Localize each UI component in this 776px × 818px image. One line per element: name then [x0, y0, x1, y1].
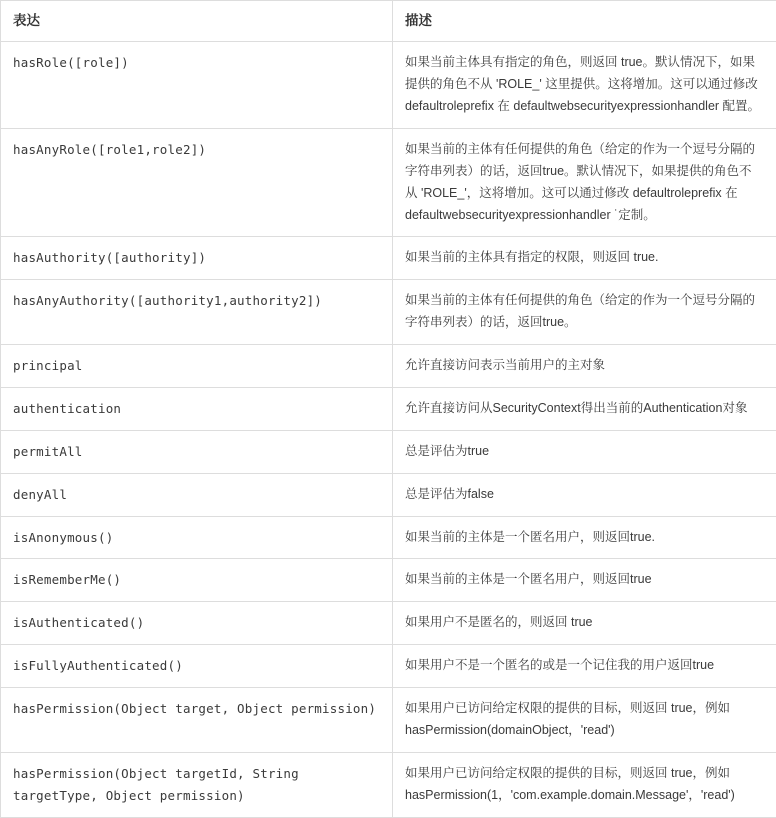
cell-expression: isRememberMe() [1, 559, 393, 602]
table-body [1, 42, 776, 817]
column-header-expression: 表达 [1, 1, 393, 42]
table-row [1, 237, 776, 280]
cell-expression: hasAnyAuthority([authority1,authority2]) [1, 280, 393, 345]
table-row [1, 516, 776, 559]
cell-description: 允许直接访问从SecurityContext得出当前的Authentication对象 [393, 387, 776, 430]
cell-description: 如果当前的主体有任何提供的角色（给定的作为一个逗号分隔的字符串列表）的话，返回true。 [393, 280, 776, 345]
cell-description: 如果当前的主体是一个匿名用户，则返回true [393, 559, 776, 602]
cell-description: 总是评估为true [393, 430, 776, 473]
cell-expression: isAuthenticated() [1, 602, 393, 645]
cell-expression: isAnonymous() [1, 516, 393, 559]
cell-expression: hasAuthority([authority]) [1, 237, 393, 280]
cell-description: 如果当前的主体具有指定的权限，则返回 true. [393, 237, 776, 280]
cell-description: 总是评估为false [393, 473, 776, 516]
cell-expression: hasRole([role]) [1, 42, 393, 129]
table-row [1, 42, 776, 129]
cell-description: 如果用户已访问给定权限的提供的目标，则返回 true，例如 hasPermission(1，'com.example.domain.Message'，'read') [393, 752, 776, 817]
table-row [1, 645, 776, 688]
cell-expression: authentication [1, 387, 393, 430]
cell-expression: isFullyAuthenticated() [1, 645, 393, 688]
table-row [1, 430, 776, 473]
cell-description: 如果当前主体具有指定的角色，则返回 true。默认情况下，如果提供的角色不从 'ROLE_' 这里提供。这将增加。这可以通过修改 defaultroleprefix 在 defaultwebsecurityexpressionhandler 配置。 [393, 42, 776, 129]
cell-description: 如果当前的主体是一个匿名用户，则返回true. [393, 516, 776, 559]
table-row [1, 752, 776, 817]
column-header-description: 描述 [393, 1, 776, 42]
table-row [1, 387, 776, 430]
table-row [1, 280, 776, 345]
cell-expression: hasPermission(Object target, Object permission) [1, 688, 393, 753]
table-row [1, 128, 776, 237]
table-header-row [1, 1, 776, 42]
table-row [1, 688, 776, 753]
cell-description: 如果用户不是一个匿名的或是一个记住我的用户返回true [393, 645, 776, 688]
cell-description: 如果当前的主体有任何提供的角色（给定的作为一个逗号分隔的字符串列表）的话，返回true。默认情况下，如果提供的角色不从 'ROLE_'，这将增加。这可以通过修改 defaultroleprefix 在 defaultwebsecurityexpressionhandler ˙定制。 [393, 128, 776, 237]
cell-description: 如果用户已访问给定权限的提供的目标，则返回 true，例如 hasPermission(domainObject，'read') [393, 688, 776, 753]
cell-expression: hasPermission(Object targetId, String targetType, Object permission) [1, 752, 393, 817]
table-row [1, 345, 776, 388]
cell-expression: principal [1, 345, 393, 388]
table-header [1, 1, 776, 42]
table-row [1, 602, 776, 645]
cell-description: 如果用户不是匿名的，则返回 true [393, 602, 776, 645]
table-row [1, 559, 776, 602]
cell-description: 允许直接访问表示当前用户的主对象 [393, 345, 776, 388]
cell-expression: hasAnyRole([role1,role2]) [1, 128, 393, 237]
cell-expression: denyAll [1, 473, 393, 516]
table-row [1, 473, 776, 516]
cell-expression: permitAll [1, 430, 393, 473]
